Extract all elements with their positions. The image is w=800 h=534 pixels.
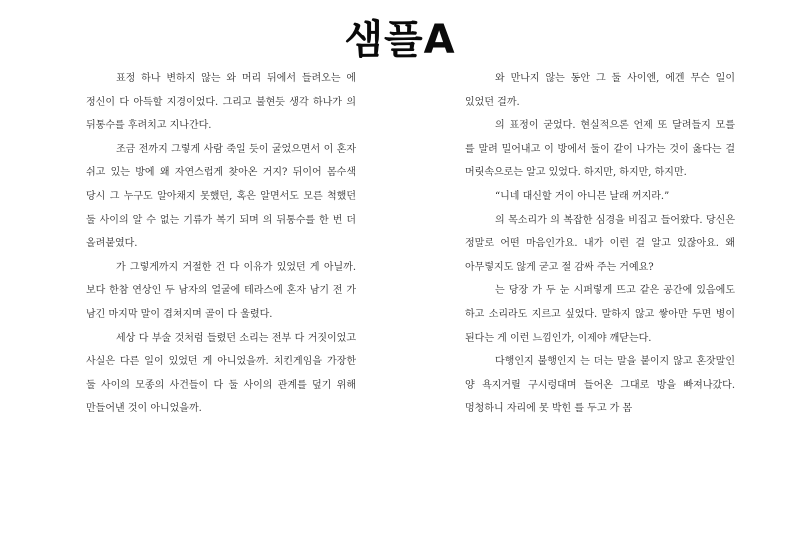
paragraph: 와 만나지 않는 동안 그 둘 사이엔, 에겐 무슨 일이 있었던 걸까. <box>465 73 735 108</box>
paragraph: 의 표정이 굳었다. 현실적으론 언제 또 달려들지 모를 를 말려 밀어내고 이 방에서 둘이 같이 나가는 것이 옳다는 걸 머릿속으로는 알고 있었다. 하지만, 하지만, 하지만. <box>465 120 735 179</box>
right-text-column <box>465 67 735 421</box>
paragraph: 조금 전까지 그렇게 사람 죽일 듯이 굴었으면서 이 혼자 쉬고 있는 방에 왜 자연스럽게 찾아온 거지? 뒤이어 몸수색 당시 그 누구도 알아채지 못했던, 혹은 알면서도 모른 척했던 둘 사이의 알 수 없는 기류가 복기 되며 의 뒤통수를 한 번 더 올려붙였다. <box>86 143 356 250</box>
left-text-column <box>86 67 356 421</box>
paragraph: 가 그렇게까지 거절한 건 다 이유가 있었던 게 아닐까. 보다 한참 연상인 두 남자의 얼굴에 테라스에 혼자 남기 전 가 남긴 마지막 말이 겹쳐지며 골이 다 울렸다. <box>86 261 356 320</box>
paragraph: 는 당장 가 두 눈 시퍼렇게 뜨고 같은 공간에 있음에도 하고 소리라도 지르고 싶었다. 말하지 않고 쌓아만 두면 병이 된다는 게 이런 느낌인가, 이제야 깨닫는다. <box>465 285 735 344</box>
paragraph: 세상 다 부술 것처럼 들렸던 소리는 전부 다 거짓이었고 사실은 다른 일이 있었던 게 아니었을까. 치킨게임을 가장한 둘 사이의 모종의 사건들이 다 둘 사이의 관계를 덮기 위해 만들어낸 것이 아니었을까. <box>86 332 356 415</box>
paragraph: 의 목소리가 의 복잡한 심경을 비집고 들어왔다. 당신은 정말로 어떤 마음인가요. 내가 이런 걸 알고 있잖아요. 왜 아무렇지도 않게 굳고 절 감싸 주는 거예요? <box>465 214 735 273</box>
page-title: 샘플A <box>344 17 456 63</box>
paragraph: “니네 대신할 거이 아니믄 날래 꺼지라.” <box>495 190 670 202</box>
paragraph: 다행인지 불행인지 는 더는 말을 붙이지 않고 혼잣말인 양 욕지거릴 구시렁대며 들어온 그대로 방을 빠져나갔다. 멍청하니 자리에 못 박힌 를 두고 가 몸 <box>465 356 735 415</box>
paragraph: 표정 하나 변하지 않는 와 머리 뒤에서 들려오는 에 정신이 다 아득할 지경이었다. 그리고 불현듯 생각 하나가 의 뒤통수를 후려치고 지나간다. <box>86 73 356 132</box>
